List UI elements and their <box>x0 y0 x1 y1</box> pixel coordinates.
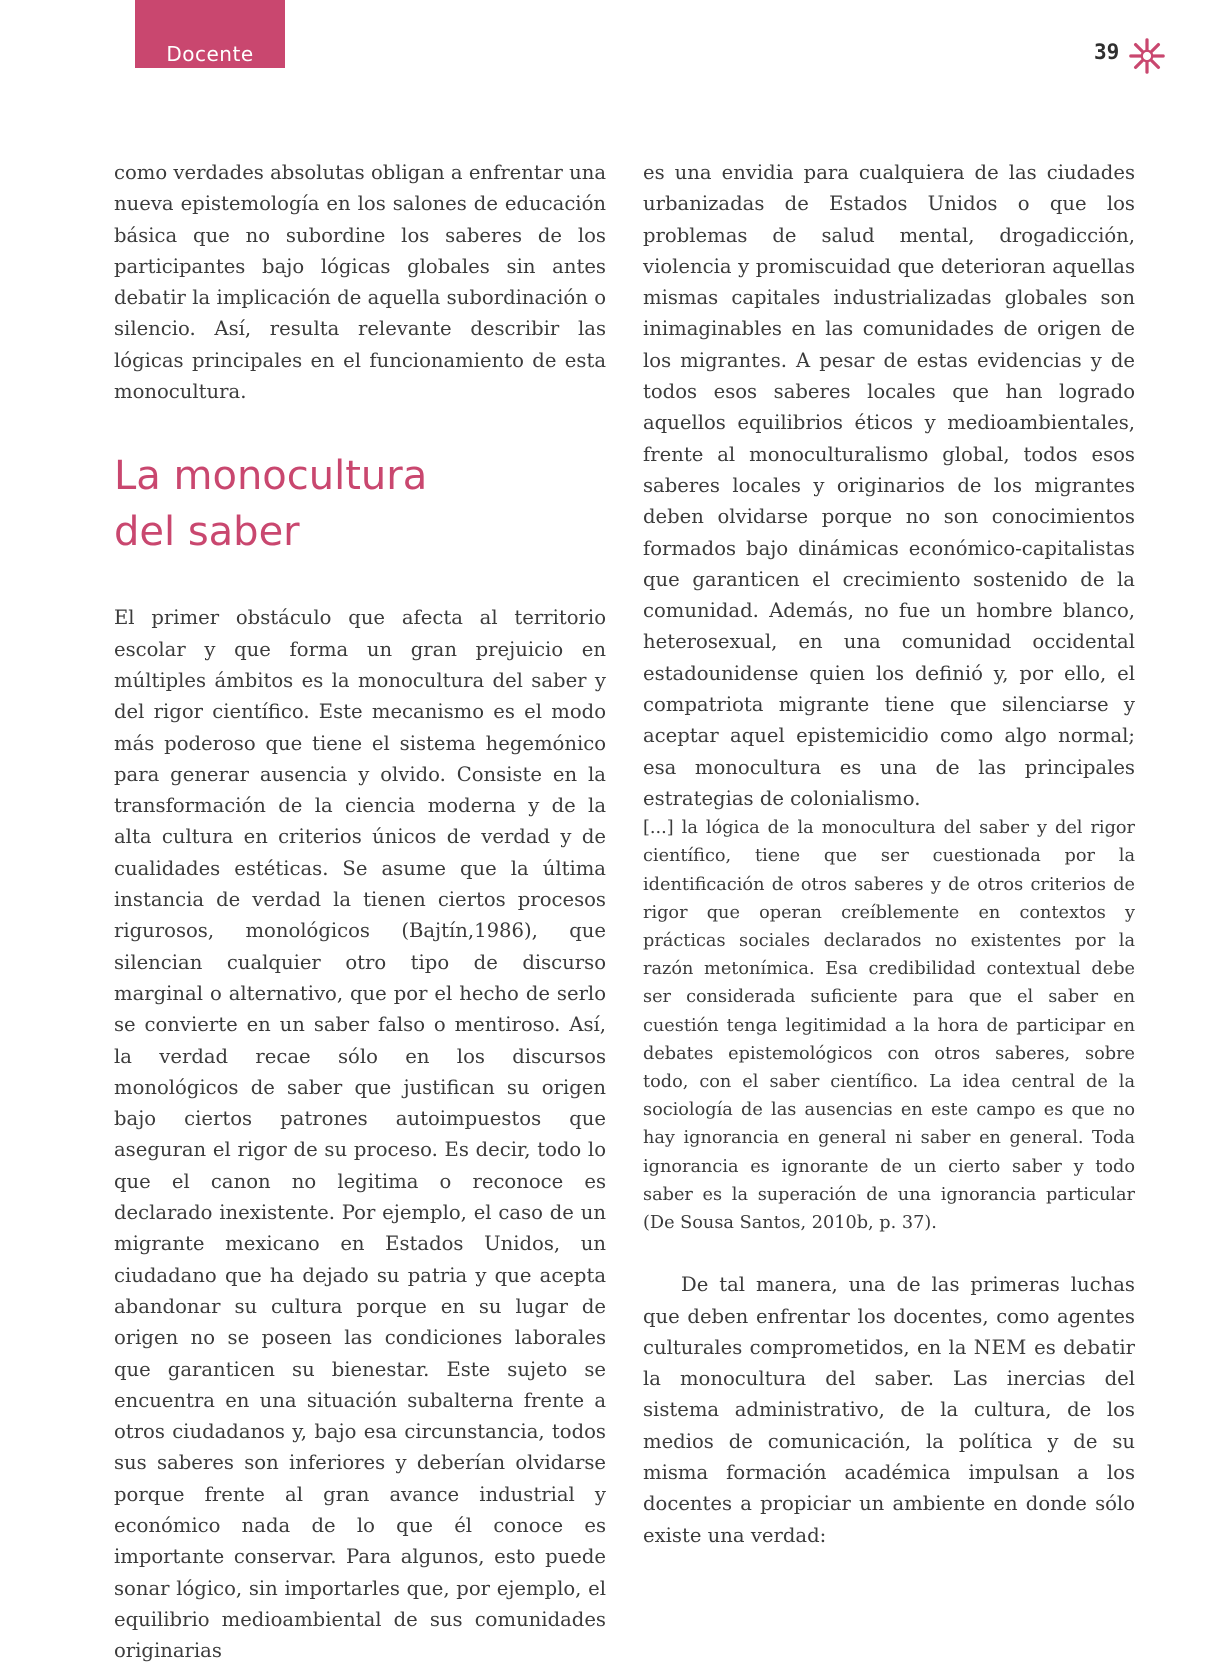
closing-paragraph <box>643 1269 1135 1551</box>
section-label: Docente <box>166 42 254 66</box>
page-number: 39 <box>1094 40 1120 64</box>
heading-line-1: La monocultura <box>114 453 428 500</box>
pink-asterisk-icon <box>1128 37 1166 75</box>
intro-paragraph: como verdades absolutas obligan a enfrentar una nueva epistemología en los salones de educación básica que no subordine los saberes de los participantes bajo lógicas globales sin antes debatir la implicación de aquella subordinación o silencio. Así, resulta relevante describir las lógicas principales en el funcionamiento de esta monocultura. <box>114 161 606 404</box>
left-column <box>114 157 606 1666</box>
block-quote: [...] la lógica de la monocultura del saber y del rigor científico, tiene que ser cuestionada por la identificación de otros saberes y de otros criterios de rigor que operan creíblemente en contextos y prácticas sociales declarados no existentes por la razón metonímica. Esa credibilidad contextual debe ser considerada suficiente para que el saber en cuestión tenga legitimidad a la hora de participar en debates epistemológicos con otros saberes, sobre todo, con el saber científico. La idea central de la sociología de las ausencias en este campo es que no hay ignorancia en general ni saber en general. Toda ignorancia es ignorante de un cierto saber y todo saber es la superación de una ignorancia particular (De Sousa Santos, 2010b, p. 37). <box>643 818 1135 1234</box>
body-paragraph: El primer obstáculo que afecta al territorio escolar y que forma un gran prejuicio en múltiples ámbitos es la monocultura del saber y del rigor científico. Este mecanismo es el modo más poderoso que tiene el sistema hegemónico para generar ausencia y olvido. Consiste en la transformación de la ciencia moderna y de la alta cultura en criterios únicos de verdad y de cualidades estéticas. Se asume que la última instancia de verdad la tienen ciertos procesos rigurosos, monológicos (Bajtín,1986), que silencian cualquier otro tipo de discurso marginal o alternativo, que por el hecho de serlo se convierte en un saber falso o mentiroso. Así, la verdad recae sólo en los discursos monológicos de saber que justifican su origen bajo ciertos patrones autoimpuestos que aseguran el rigor de su proceso. Es decir, todo lo que el canon no legitima o reconoce es declarado inexistente. Por ejemplo, el caso de un migrante mexicano en Estados Unidos, un ciudadano que ha dejado su patria y que acepta abandonar su cultura porque en su lugar de origen no se poseen las condiciones laborales que garanticen su bienestar. Este sujeto se encuentra en una situación subalterna frente a otros ciudadanos y, bajo esa circunstancia, todos sus saberes son inferiores y deberían olvidarse porque frente al gran avance industrial y económico nada de lo que él conoce es importante conservar. Para algunos, esto puede sonar lógico, sin importarles que, por ejemplo, el equilibrio medioambiental de sus comunidades originarias <box>114 606 606 1663</box>
continuation-paragraph: es una envidia para cualquiera de las ciudades urbanizadas de Estados Unidos o que los problemas de salud mental, drogadicción, violencia y promiscuidad que deterioran aquellas mismas capitales industrializadas globales son inimaginables en las comunidades de origen de los migrantes. A pesar de estas evidencias y de todos esos saberes locales que han logrado aquellos equilibrios éticos y medioambientales, frente al monoculturalismo global, todos esos saberes locales y originarios de los migrantes deben olvidarse porque no son conocimientos formados bajo dinámicas económico-capitalistas que garanticen el crecimiento sostenido de la comunidad. Además, no fue un hombre blanco, heterosexual, en una comunidad occidental estadounidense quien los definió y, por ello, el compatriota migrante tiene que silenciarse y aceptar aquel epistemicidio como algo normal; esa monocultura es una de las principales estrategias de colonialismo. <box>643 161 1135 810</box>
heading-line-2: del saber <box>114 509 300 556</box>
section-heading <box>114 448 606 560</box>
section-tab <box>135 0 285 68</box>
closing-text-2: es debatir la monocultura del saber. Las inercias del sistema administrativo, de la cultura, de los medios de comunicación, la política y de su misma formación académica impulsan a los docentes a propiciar un ambiente en donde sólo existe una verdad: <box>643 1335 1135 1547</box>
closing-text-1: De tal manera, una de las primeras luchas que deben enfrentar los docentes, como agentes culturales comprometidos, en la <box>643 1273 1135 1359</box>
right-column <box>643 157 1135 1551</box>
nem-acronym: NEM <box>973 1335 1027 1359</box>
